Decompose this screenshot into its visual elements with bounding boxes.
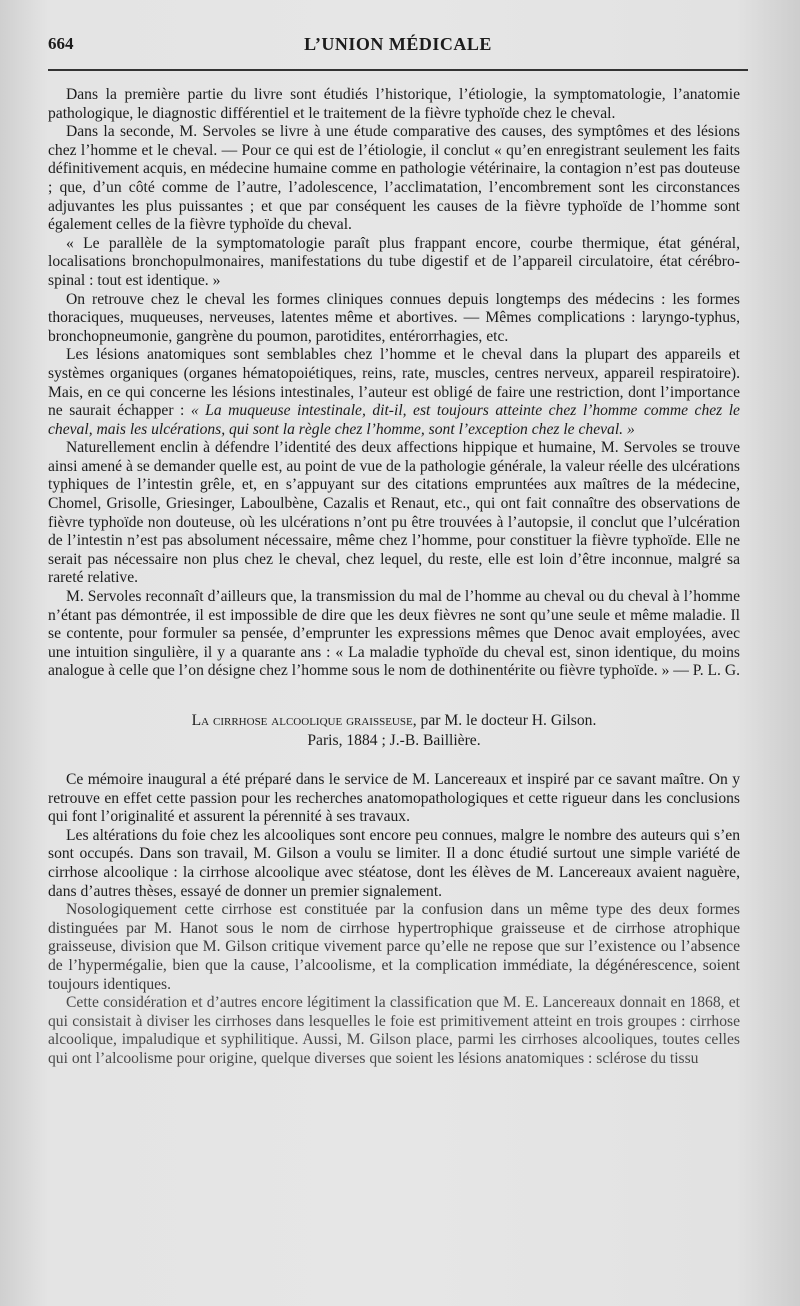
- paragraph: Les altérations du foie chez les alcooliques sont encore peu connues, malgre le nombre des auteurs qui s’en sont occupés. Dans son travail, M. Gilson a voulu se limiter. Il a donc étudié surtout une simple variété de cirrhose alcoolique : la cirrhose alcoolique avec stéatose, dont les élèves de M. Lancereaux avaient naguère, dans d’autres thèses, essayé de donner un premier signalement.: [48, 826, 740, 900]
- paragraph: On retrouve chez le cheval les formes cliniques connues depuis longtemps des médecins : les formes thoraciques, muqueuses, nerveuses, latentes même et abortives. — Mêmes complications : laryngo-typhus, bronchopneumonie, gangrène du poumon, parotidites, entérorrhagies, etc.: [48, 290, 740, 345]
- paragraph: Cette considération et d’autres encore légitiment la classification que M. E. Lancereaux donnait en 1868, et qui consistait à diviser les cirrhoses dans lesquelles le foie est primitivement atteint en trois groupes : cirrhose alcoolique, impaludique et syphilitique. Aussi, M. Gilson place, parmi les cirrhoses alcooliques, toutes celles qui ont l’alcoolisme pour origine, quelque diverses que soient les lésions anatomiques : sclérose du tissu: [48, 994, 740, 1067]
- header-rule: [48, 69, 748, 71]
- page-number: 664: [48, 34, 74, 53]
- paragraph: Ce mémoire inaugural a été préparé dans le service de M. Lancereaux et inspiré par ce savant maître. On y retrouve en effet cette passion pour les recherches anatomopathologiques et cette rigueur dans les conclusions qui font l’originalité et assurent la pérennité à ses travaux.: [48, 771, 740, 826]
- paragraph: [48, 346, 740, 439]
- review-publication: Paris, 1884 ; J.-B. Baillière.: [307, 732, 481, 749]
- paragraph: Nosologiquement cette cirrhose est constituée par la confusion dans un même type des deux formes distinguées par M. Hanot sous le nom de cirrhose hypertrophique graisseuse et de cirrhose atrophique graisseuse, division que M. Gilson critique vivement parce qu’elle ne repose que sur l’existence ou l’absence de l’hypermégalie, bien que la cause, l’alcoolisme, et la complication immédiate, la dégénérescence, soient toujours identiques.: [48, 901, 740, 993]
- paragraph: Naturellement enclin à défendre l’identité des deux affections hippique et humaine, M. Servoles se trouve ainsi amené à se demander quelle est, au point de vue de la pathologie générale, la valeur réelle des ulcérations typhiques de l’intestin grêle, et, en s’appuyant sur des citations empruntées aux maîtres de la médecine, Chomel, Grisolle, Griesinger, Laboulbène, Cazalis et Renaut, etc., qui ont fait connaître des observations de fièvre typhoïde non douteuse, où les ulcérations n’ont pu être trouvées à l’autopsie, il conclut que l’ulcération de l’intestin n’est pas absolument nécessaire, même chez l’homme, pour constituer la fièvre typhoïde. Elle ne serait pas nécessaire non plus chez le cheval, chez lequel, du reste, elle est loin d’être inconnue, malgré sa rareté relative.: [48, 439, 740, 587]
- paragraph: « Le parallèle de la symptomatologie paraît plus frappant encore, courbe thermique, état général, localisations bronchopulmonaires, manifestations du tube digestif et de l’appareil circulatoire, état cérébro-spinal : tout est identique. »: [48, 234, 740, 289]
- page-header: [48, 34, 748, 60]
- italic-quote: « La muqueuse intestinale, dit-il, est toujours atteinte chez l’homme comme chez le cheval, mais les ulcérations, qui sont la règle chez l’homme, sont l’exception chez le cheval. »: [48, 402, 740, 438]
- paragraph: Dans la première partie du livre sont étudiés l’historique, l’étiologie, la symptomatologie, l’anatomie pathologique, le diagnostic différentiel et le traitement de la fièvre typhoïde chez le cheval.: [48, 86, 740, 122]
- review-title: La cirrhose alcoolique graisseuse,: [191, 712, 417, 729]
- article-body: [48, 86, 740, 1069]
- review-heading: [48, 711, 740, 751]
- paragraph: Dans la seconde, M. Servoles se livre à une étude comparative des causes, des symptômes et des lésions chez l’homme et le cheval. — Pour ce qui est de l’étiologie, il conclut « qu’en enregistrant seulement les faits définitivement acquis, en médecine humaine comme en pathologie vétérinaire, la contagion n’est pas douteuse ; que, d’un côté comme de l’autre, l’adolescence, l’acclimatation, l’encombrement sont les circonstances adjuvantes les plus puissantes ; et que par conséquent les causes de la fièvre typhoïde de l’homme sont également celles de la fièvre typhoïde du cheval.: [48, 123, 740, 234]
- paragraph: M. Servoles reconnaît d’ailleurs que, la transmission du mal de l’homme au cheval ou du cheval à l’homme n’étant pas démontrée, il est impossible de dire que les deux fièvres ne sont qu’une seule et même maladie. Il se contente, pour formuler sa pensée, d’emprunter les expressions mêmes que Denoc avait employées, avec une intuition singulière, il y a quarante ans : « La maladie typhoïde du cheval est, sinon identique, du moins analogue à celle que l’on désigne chez l’homme sous le nom de dothinentérite ou fièvre typhoïde. » — P. L. G.: [48, 588, 740, 680]
- review-author: par M. le docteur H. Gilson.: [420, 712, 597, 729]
- running-title: L’UNION MÉDICALE: [304, 34, 492, 54]
- paragraph-text: Les lésions anatomiques sont semblables chez l’homme et le cheval dans la plupart des appareils et systèmes organiques (organes hématopoiétiques, reins, rate, muscles, centres nerveux, appareil respiratoire). Mais, en ce qui concerne les lésions intestinales, l’auteur est obligé de faire une restriction, dont l’importance ne saurait échapper :: [48, 346, 740, 420]
